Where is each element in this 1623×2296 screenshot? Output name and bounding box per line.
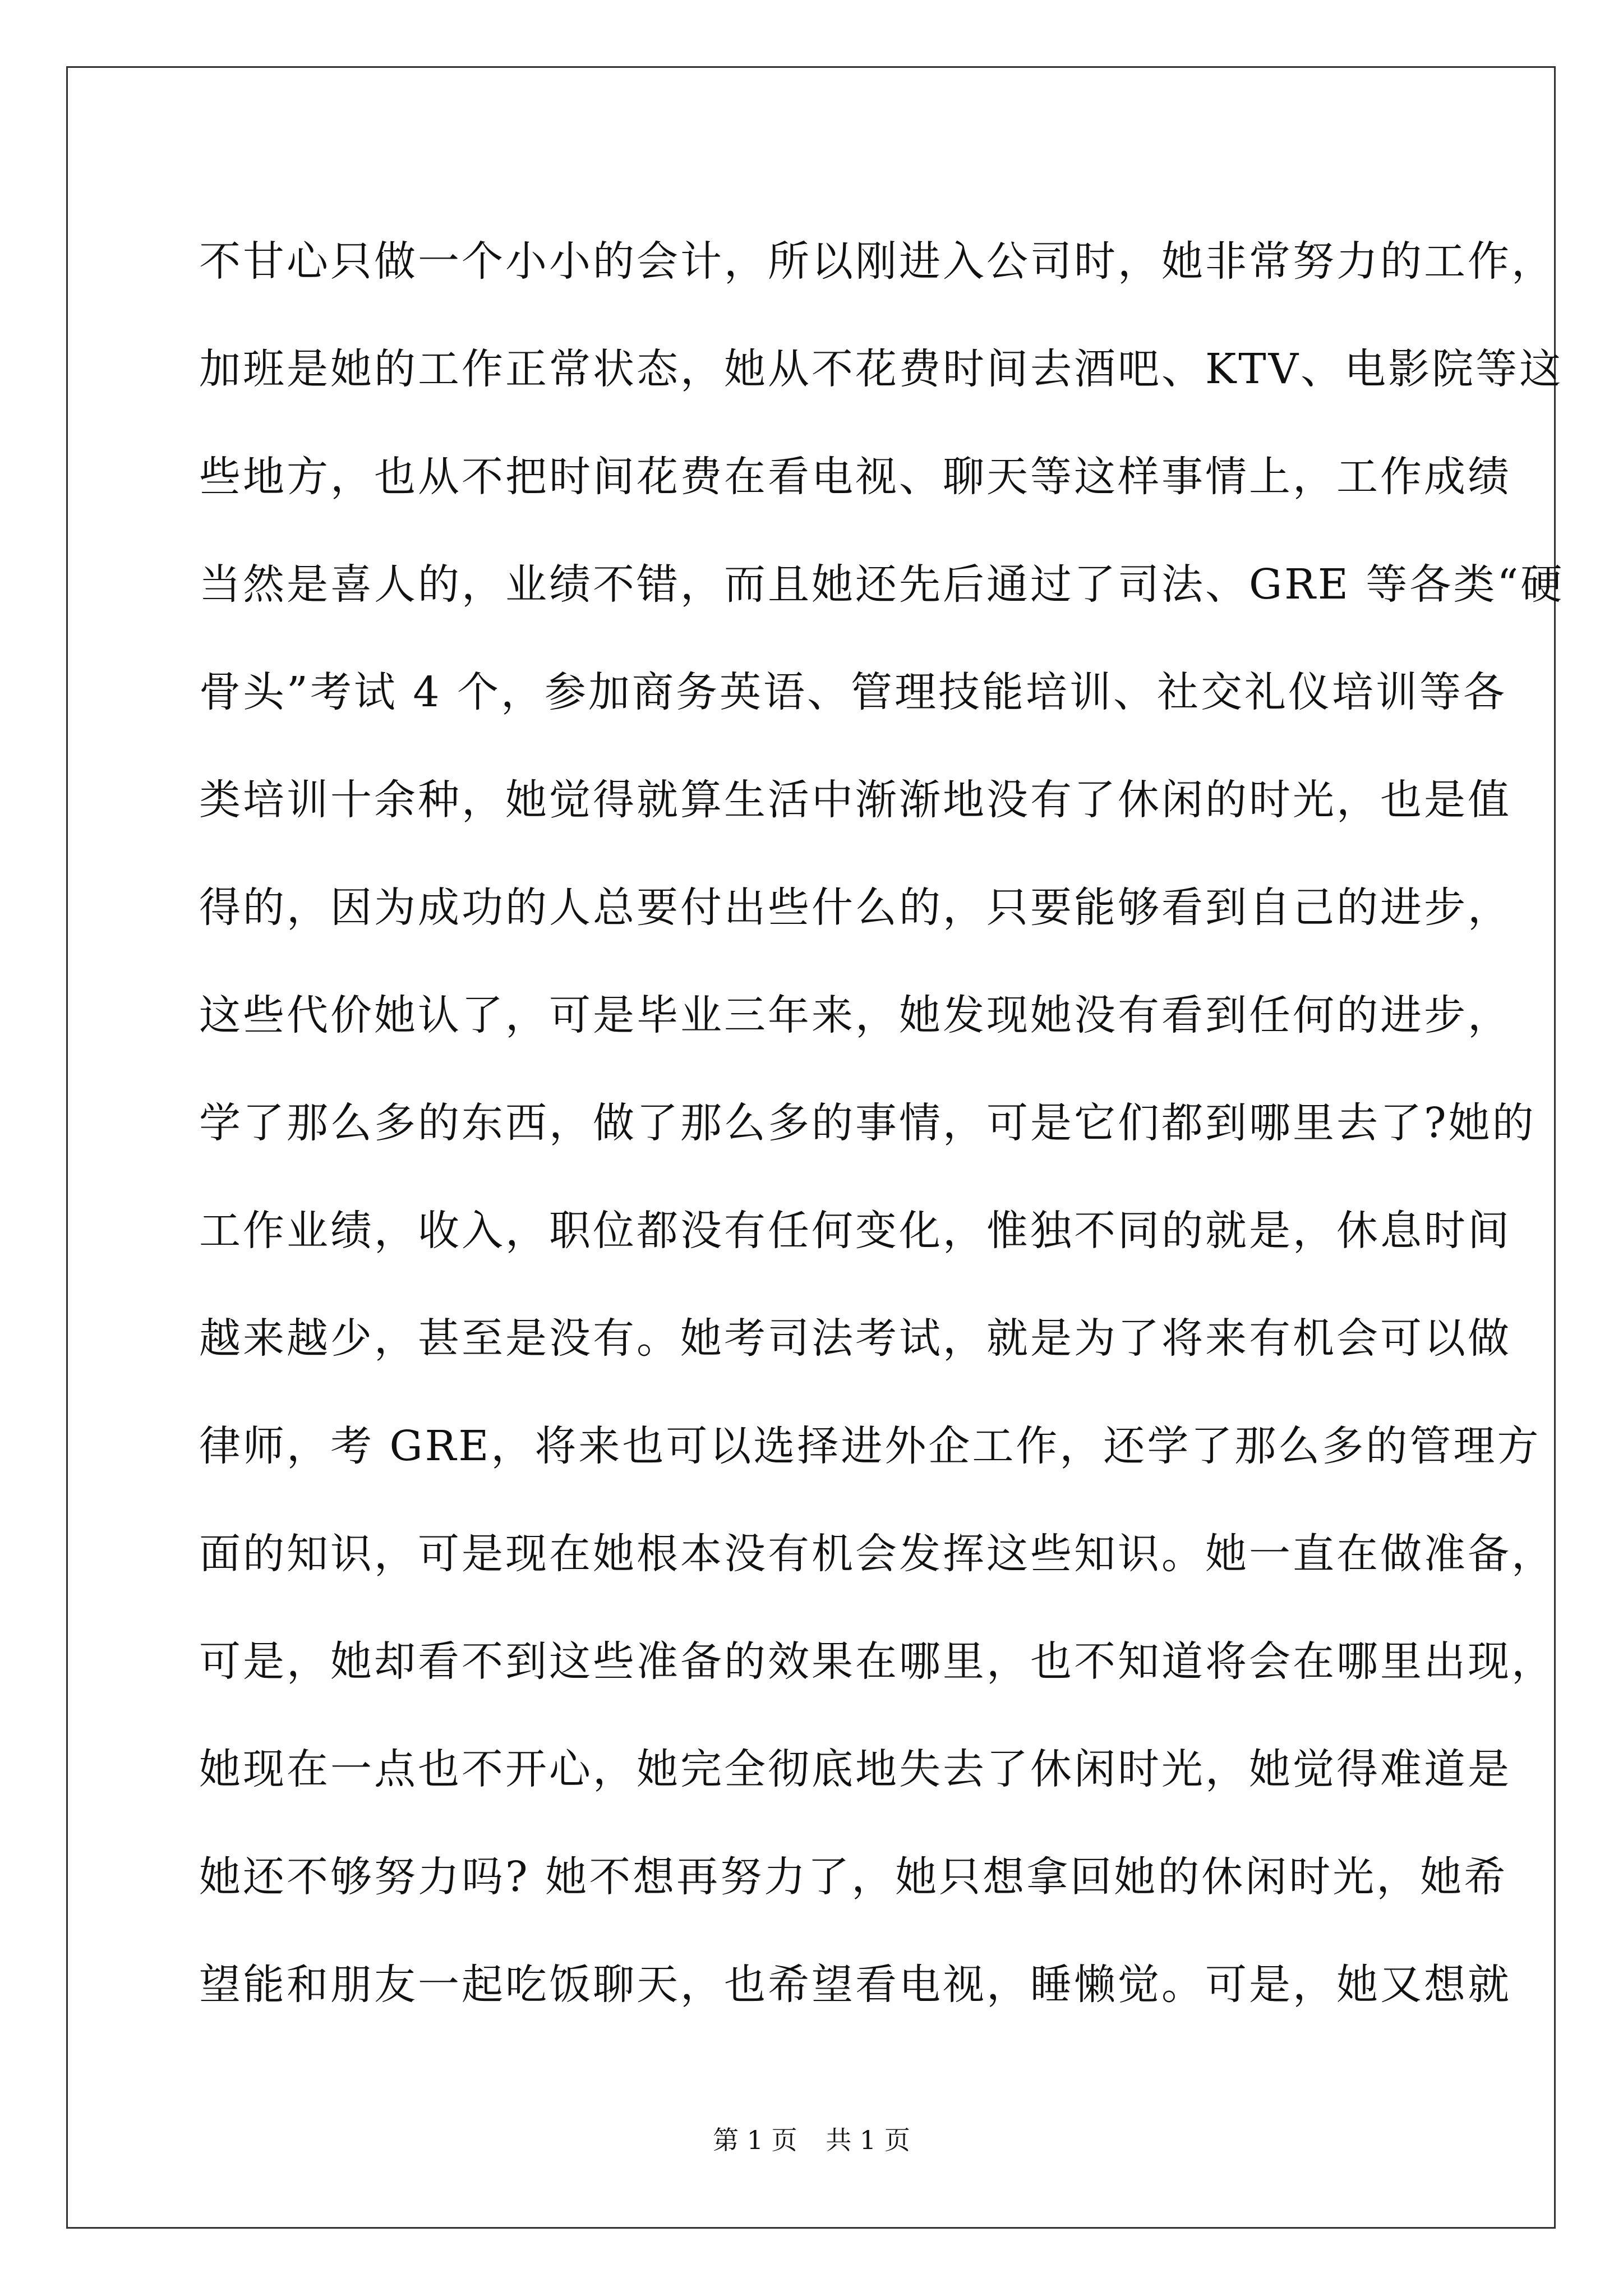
text-line: 她现在一点也不开心，她完全彻底地失去了休闲时光，她觉得难道是 [199,1745,1511,1793]
page-total: 共 1 页 [826,2125,910,2155]
text-line: 得的，因为成功的人总要付出些什么的，只要能够看到自己的进步， [199,884,1511,932]
text-line: 当然是喜人的，业绩不错，而且她还先后通过了司法、GRE 等各类“硬 [199,560,1565,609]
text-line: 类培训十余种，她觉得就算生活中渐渐地没有了休闲的时光，也是值 [199,776,1511,824]
text-line: 望能和朋友一起吃饭聊天，也希望看电视，睡懒觉。可是，她又想就 [199,1961,1511,2009]
text-line: 工作业绩，收入，职位都没有任何变化，惟独不同的就是，休息时间 [199,1207,1511,1255]
text-line: 些地方，也从不把时间花费在看电视、聊天等这样事情上，工作成绩 [199,453,1511,501]
page-footer [0,2123,1623,2157]
body-text [199,208,1565,2039]
text-line: 加班是她的工作正常状态，她从不花费时间去酒吧、KTV、电影院等这 [199,345,1564,393]
page-number: 第 1 页 [713,2125,797,2155]
text-line: 不甘心只做一个小小的会计，所以刚进入公司时，她非常努力的工作， [199,237,1555,286]
text-line: 面的知识，可是现在她根本没有机会发挥这些知识。她一直在做准备， [199,1530,1555,1578]
text-line: 骨头”考试 4 个，参加商务英语、管理技能培训、社交礼仪培训等各 [199,668,1507,716]
text-line: 学了那么多的东西，做了那么多的事情，可是它们都到哪里去了?她的 [199,1099,1536,1147]
text-line: 可是，她却看不到这些准备的效果在哪里，也不知道将会在哪里出现， [199,1637,1555,1686]
text-line: 越来越少，甚至是没有。她考司法考试，就是为了将来有机会可以做 [199,1314,1511,1363]
text-line: 这些代价她认了，可是毕业三年来，她发现她没有看到任何的进步， [199,991,1511,1039]
text-line: 她还不够努力吗? 她不想再努力了，她只想拿回她的休闲时光，她希 [199,1853,1508,1901]
text-line: 律师，考 GRE，将来也可以选择进外企工作，还学了那么多的管理方 [199,1422,1541,1470]
